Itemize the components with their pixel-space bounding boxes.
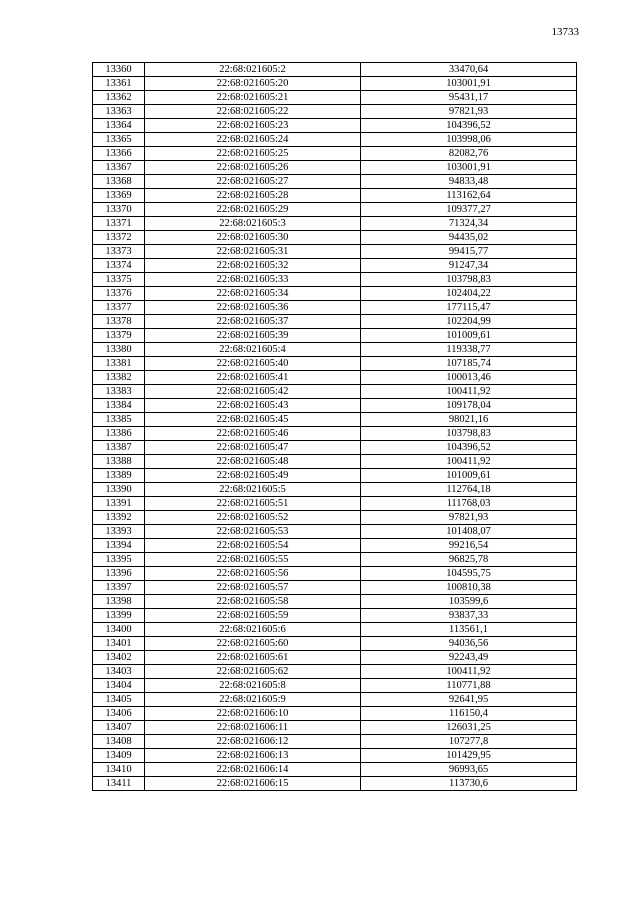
- row-number-cell: 13402: [93, 651, 145, 665]
- table-row: [93, 343, 577, 357]
- table-row: [93, 735, 577, 749]
- value-cell: 103798,83: [361, 427, 577, 441]
- value-cell: 113162,64: [361, 189, 577, 203]
- value-cell: 109377,27: [361, 203, 577, 217]
- cadastral-number-cell: 22:68:021605:23: [145, 119, 361, 133]
- value-cell: 109178,04: [361, 399, 577, 413]
- table-row: [93, 315, 577, 329]
- table-row: [93, 63, 577, 77]
- table-row: [93, 357, 577, 371]
- row-number-cell: 13372: [93, 231, 145, 245]
- cadastral-number-cell: 22:68:021605:29: [145, 203, 361, 217]
- cadastral-number-cell: 22:68:021605:59: [145, 609, 361, 623]
- table-row: [93, 721, 577, 735]
- row-number-cell: 13391: [93, 497, 145, 511]
- table-row: [93, 441, 577, 455]
- table-row: [93, 399, 577, 413]
- value-cell: 103001,91: [361, 161, 577, 175]
- row-number-cell: 13373: [93, 245, 145, 259]
- cadastral-number-cell: 22:68:021606:10: [145, 707, 361, 721]
- table-row: [93, 581, 577, 595]
- row-number-cell: 13400: [93, 623, 145, 637]
- value-cell: 103001,91: [361, 77, 577, 91]
- cadastral-number-cell: 22:68:021605:42: [145, 385, 361, 399]
- table-row: [93, 385, 577, 399]
- table-row: [93, 301, 577, 315]
- row-number-cell: 13377: [93, 301, 145, 315]
- cadastral-number-cell: 22:68:021605:28: [145, 189, 361, 203]
- cadastral-number-cell: 22:68:021605:5: [145, 483, 361, 497]
- table-row: [93, 259, 577, 273]
- registry-table-body: [93, 63, 577, 791]
- table-row: [93, 413, 577, 427]
- cadastral-number-cell: 22:68:021605:48: [145, 455, 361, 469]
- row-number-cell: 13382: [93, 371, 145, 385]
- value-cell: 92243,49: [361, 651, 577, 665]
- value-cell: 119338,77: [361, 343, 577, 357]
- cadastral-number-cell: 22:68:021605:9: [145, 693, 361, 707]
- value-cell: 95431,17: [361, 91, 577, 105]
- value-cell: 107185,74: [361, 357, 577, 371]
- row-number-cell: 13363: [93, 105, 145, 119]
- value-cell: 103998,06: [361, 133, 577, 147]
- row-number-cell: 13403: [93, 665, 145, 679]
- table-row: [93, 539, 577, 553]
- value-cell: 113561,1: [361, 623, 577, 637]
- value-cell: 100013,46: [361, 371, 577, 385]
- cadastral-number-cell: 22:68:021605:24: [145, 133, 361, 147]
- value-cell: 103599,6: [361, 595, 577, 609]
- table-row: [93, 679, 577, 693]
- row-number-cell: 13362: [93, 91, 145, 105]
- table-row: [93, 483, 577, 497]
- value-cell: 97821,93: [361, 105, 577, 119]
- value-cell: 104595,75: [361, 567, 577, 581]
- value-cell: 177115,47: [361, 301, 577, 315]
- cadastral-number-cell: 22:68:021605:31: [145, 245, 361, 259]
- cadastral-number-cell: 22:68:021606:11: [145, 721, 361, 735]
- cadastral-number-cell: 22:68:021605:41: [145, 371, 361, 385]
- value-cell: 116150,4: [361, 707, 577, 721]
- table-row: [93, 77, 577, 91]
- cadastral-number-cell: 22:68:021605:60: [145, 637, 361, 651]
- cadastral-number-cell: 22:68:021605:39: [145, 329, 361, 343]
- registry-table: [92, 62, 577, 791]
- table-row: [93, 567, 577, 581]
- value-cell: 101408,07: [361, 525, 577, 539]
- cadastral-number-cell: 22:68:021605:26: [145, 161, 361, 175]
- table-row: [93, 217, 577, 231]
- cadastral-number-cell: 22:68:021605:45: [145, 413, 361, 427]
- cadastral-number-cell: 22:68:021605:2: [145, 63, 361, 77]
- row-number-cell: 13370: [93, 203, 145, 217]
- cadastral-number-cell: 22:68:021605:47: [145, 441, 361, 455]
- cadastral-number-cell: 22:68:021605:22: [145, 105, 361, 119]
- value-cell: 93837,33: [361, 609, 577, 623]
- row-number-cell: 13406: [93, 707, 145, 721]
- cadastral-number-cell: 22:68:021605:8: [145, 679, 361, 693]
- row-number-cell: 13401: [93, 637, 145, 651]
- value-cell: 113730,6: [361, 777, 577, 791]
- cadastral-number-cell: 22:68:021605:36: [145, 301, 361, 315]
- row-number-cell: 13367: [93, 161, 145, 175]
- row-number-cell: 13384: [93, 399, 145, 413]
- value-cell: 111768,03: [361, 497, 577, 511]
- table-row: [93, 651, 577, 665]
- value-cell: 101429,95: [361, 749, 577, 763]
- row-number-cell: 13385: [93, 413, 145, 427]
- value-cell: 103798,83: [361, 273, 577, 287]
- table-row: [93, 707, 577, 721]
- value-cell: 99216,54: [361, 539, 577, 553]
- cadastral-number-cell: 22:68:021605:6: [145, 623, 361, 637]
- row-number-cell: 13389: [93, 469, 145, 483]
- cadastral-number-cell: 22:68:021605:52: [145, 511, 361, 525]
- row-number-cell: 13378: [93, 315, 145, 329]
- cadastral-number-cell: 22:68:021605:3: [145, 217, 361, 231]
- value-cell: 110771,88: [361, 679, 577, 693]
- table-row: [93, 553, 577, 567]
- table-row: [93, 189, 577, 203]
- table-row: [93, 133, 577, 147]
- value-cell: 100411,92: [361, 665, 577, 679]
- row-number-cell: 13407: [93, 721, 145, 735]
- row-number-cell: 13398: [93, 595, 145, 609]
- cadastral-number-cell: 22:68:021605:43: [145, 399, 361, 413]
- table-row: [93, 609, 577, 623]
- row-number-cell: 13380: [93, 343, 145, 357]
- value-cell: 99415,77: [361, 245, 577, 259]
- cadastral-number-cell: 22:68:021605:27: [145, 175, 361, 189]
- value-cell: 101009,61: [361, 329, 577, 343]
- cadastral-number-cell: 22:68:021605:49: [145, 469, 361, 483]
- table-row: [93, 665, 577, 679]
- row-number-cell: 13364: [93, 119, 145, 133]
- value-cell: 98021,16: [361, 413, 577, 427]
- row-number-cell: 13386: [93, 427, 145, 441]
- cadastral-number-cell: 22:68:021605:33: [145, 273, 361, 287]
- row-number-cell: 13361: [93, 77, 145, 91]
- cadastral-number-cell: 22:68:021605:37: [145, 315, 361, 329]
- row-number-cell: 13371: [93, 217, 145, 231]
- cadastral-number-cell: 22:68:021605:56: [145, 567, 361, 581]
- row-number-cell: 13376: [93, 287, 145, 301]
- value-cell: 92641,95: [361, 693, 577, 707]
- value-cell: 102404,22: [361, 287, 577, 301]
- cadastral-number-cell: 22:68:021605:4: [145, 343, 361, 357]
- value-cell: 96825,78: [361, 553, 577, 567]
- table-row: [93, 175, 577, 189]
- table-row: [93, 119, 577, 133]
- cadastral-number-cell: 22:68:021605:54: [145, 539, 361, 553]
- value-cell: 33470,64: [361, 63, 577, 77]
- row-number-cell: 13392: [93, 511, 145, 525]
- value-cell: 126031,25: [361, 721, 577, 735]
- cadastral-number-cell: 22:68:021606:12: [145, 735, 361, 749]
- cadastral-number-cell: 22:68:021605:21: [145, 91, 361, 105]
- value-cell: 104396,52: [361, 441, 577, 455]
- value-cell: 94435,02: [361, 231, 577, 245]
- table-row: [93, 749, 577, 763]
- table-row: [93, 427, 577, 441]
- row-number-cell: 13404: [93, 679, 145, 693]
- row-number-cell: 13390: [93, 483, 145, 497]
- table-row: [93, 91, 577, 105]
- row-number-cell: 13396: [93, 567, 145, 581]
- value-cell: 100411,92: [361, 385, 577, 399]
- table-row: [93, 161, 577, 175]
- row-number-cell: 13374: [93, 259, 145, 273]
- cadastral-number-cell: 22:68:021605:57: [145, 581, 361, 595]
- cadastral-number-cell: 22:68:021605:40: [145, 357, 361, 371]
- cadastral-number-cell: 22:68:021605:58: [145, 595, 361, 609]
- table-row: [93, 203, 577, 217]
- value-cell: 71324,34: [361, 217, 577, 231]
- cadastral-number-cell: 22:68:021605:61: [145, 651, 361, 665]
- cadastral-number-cell: 22:68:021605:25: [145, 147, 361, 161]
- cadastral-number-cell: 22:68:021606:15: [145, 777, 361, 791]
- value-cell: 104396,52: [361, 119, 577, 133]
- value-cell: 94036,56: [361, 637, 577, 651]
- table-row: [93, 637, 577, 651]
- cadastral-number-cell: 22:68:021606:14: [145, 763, 361, 777]
- row-number-cell: 13369: [93, 189, 145, 203]
- value-cell: 100411,92: [361, 455, 577, 469]
- cadastral-number-cell: 22:68:021605:53: [145, 525, 361, 539]
- row-number-cell: 13405: [93, 693, 145, 707]
- row-number-cell: 13409: [93, 749, 145, 763]
- cadastral-number-cell: 22:68:021605:32: [145, 259, 361, 273]
- value-cell: 107277,8: [361, 735, 577, 749]
- cadastral-number-cell: 22:68:021605:20: [145, 77, 361, 91]
- row-number-cell: 13410: [93, 763, 145, 777]
- value-cell: 101009,61: [361, 469, 577, 483]
- row-number-cell: 13411: [93, 777, 145, 791]
- table-row: [93, 455, 577, 469]
- cadastral-number-cell: 22:68:021605:34: [145, 287, 361, 301]
- table-row: [93, 763, 577, 777]
- row-number-cell: 13379: [93, 329, 145, 343]
- value-cell: 100810,38: [361, 581, 577, 595]
- table-row: [93, 231, 577, 245]
- cadastral-number-cell: 22:68:021605:30: [145, 231, 361, 245]
- table-row: [93, 511, 577, 525]
- table-row: [93, 329, 577, 343]
- value-cell: 91247,34: [361, 259, 577, 273]
- value-cell: 96993,65: [361, 763, 577, 777]
- page-number: 13733: [551, 26, 579, 38]
- value-cell: 112764,18: [361, 483, 577, 497]
- table-row: [93, 497, 577, 511]
- table-row: [93, 287, 577, 301]
- row-number-cell: 13388: [93, 455, 145, 469]
- table-row: [93, 147, 577, 161]
- row-number-cell: 13383: [93, 385, 145, 399]
- cadastral-number-cell: 22:68:021605:62: [145, 665, 361, 679]
- cadastral-number-cell: 22:68:021605:46: [145, 427, 361, 441]
- value-cell: 94833,48: [361, 175, 577, 189]
- table-row: [93, 245, 577, 259]
- value-cell: 102204,99: [361, 315, 577, 329]
- row-number-cell: 13375: [93, 273, 145, 287]
- table-row: [93, 273, 577, 287]
- row-number-cell: 13408: [93, 735, 145, 749]
- row-number-cell: 13365: [93, 133, 145, 147]
- row-number-cell: 13368: [93, 175, 145, 189]
- value-cell: 97821,93: [361, 511, 577, 525]
- table-row: [93, 469, 577, 483]
- table-row: [93, 595, 577, 609]
- row-number-cell: 13399: [93, 609, 145, 623]
- table-row: [93, 105, 577, 119]
- cadastral-number-cell: 22:68:021605:55: [145, 553, 361, 567]
- row-number-cell: 13393: [93, 525, 145, 539]
- row-number-cell: 13394: [93, 539, 145, 553]
- table-row: [93, 777, 577, 791]
- table-row: [93, 525, 577, 539]
- row-number-cell: 13381: [93, 357, 145, 371]
- table-row: [93, 371, 577, 385]
- row-number-cell: 13387: [93, 441, 145, 455]
- row-number-cell: 13395: [93, 553, 145, 567]
- value-cell: 82082,76: [361, 147, 577, 161]
- cadastral-number-cell: 22:68:021605:51: [145, 497, 361, 511]
- row-number-cell: 13360: [93, 63, 145, 77]
- row-number-cell: 13366: [93, 147, 145, 161]
- table-row: [93, 623, 577, 637]
- row-number-cell: 13397: [93, 581, 145, 595]
- table-row: [93, 693, 577, 707]
- cadastral-number-cell: 22:68:021606:13: [145, 749, 361, 763]
